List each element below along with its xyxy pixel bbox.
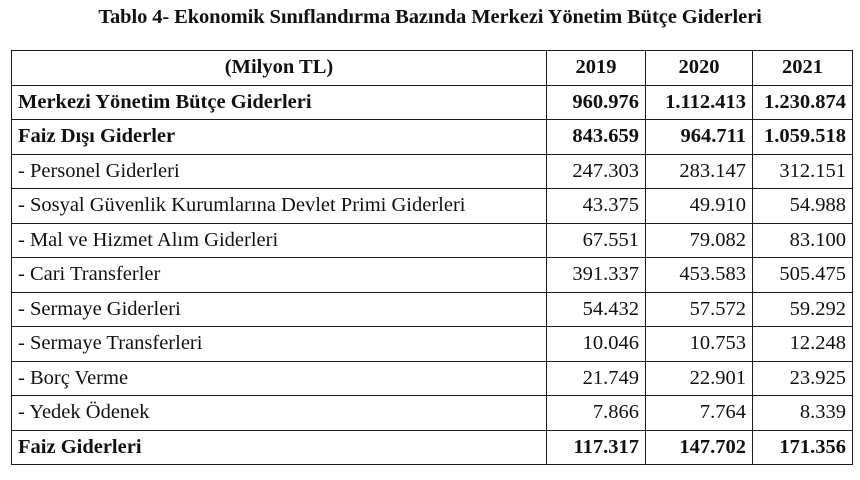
value-cell-2020: 22.901: [646, 361, 753, 396]
year-header-2021: 2021: [753, 51, 853, 86]
value-cell-2021: 1.059.518: [753, 120, 853, 155]
row-label: - Mal ve Hizmet Alım Giderleri: [12, 223, 547, 258]
value-cell-2019: 10.046: [547, 327, 646, 362]
value-cell-2020: 1.112.413: [646, 85, 753, 120]
year-header-2019: 2019: [547, 51, 646, 86]
table-row: [12, 430, 853, 465]
row-label: Merkezi Yönetim Bütçe Giderleri: [12, 85, 547, 120]
value-cell-2020: 453.583: [646, 258, 753, 293]
table-row: [12, 361, 853, 396]
value-cell-2019: 247.303: [547, 154, 646, 189]
value-cell-2019: 7.866: [547, 396, 646, 431]
value-cell-2021: 12.248: [753, 327, 853, 362]
value-cell-2020: 49.910: [646, 189, 753, 224]
value-cell-2021: 171.356: [753, 430, 853, 465]
value-cell-2020: 79.082: [646, 223, 753, 258]
table-caption: Tablo 4- Ekonomik Sınıflandırma Bazında Merkezi Yönetim Bütçe Giderleri: [98, 6, 762, 28]
value-cell-2019: 21.749: [547, 361, 646, 396]
row-label: - Yedek Ödenek: [12, 396, 547, 431]
row-label: Faiz Dışı Giderler: [12, 120, 547, 155]
row-label: - Sosyal Güvenlik Kurumlarına Devlet Primi Giderleri: [12, 189, 547, 224]
value-cell-2021: 54.988: [753, 189, 853, 224]
value-cell-2021: 505.475: [753, 258, 853, 293]
value-cell-2021: 23.925: [753, 361, 853, 396]
value-cell-2020: 147.702: [646, 430, 753, 465]
table-row: [12, 154, 853, 189]
table-row: [12, 120, 853, 155]
value-cell-2019: 54.432: [547, 292, 646, 327]
table-row: [12, 189, 853, 224]
value-cell-2021: 312.151: [753, 154, 853, 189]
table-row: [12, 223, 853, 258]
row-label: - Cari Transferler: [12, 258, 547, 293]
value-cell-2020: 283.147: [646, 154, 753, 189]
value-cell-2021: 1.230.874: [753, 85, 853, 120]
value-cell-2019: 391.337: [547, 258, 646, 293]
value-cell-2019: 960.976: [547, 85, 646, 120]
table-body: [12, 85, 853, 465]
row-label: - Borç Verme: [12, 361, 547, 396]
budget-expenditure-table: [11, 50, 853, 465]
row-label: - Sermaye Giderleri: [12, 292, 547, 327]
table-row: [12, 85, 853, 120]
table-row: [12, 327, 853, 362]
value-cell-2020: 57.572: [646, 292, 753, 327]
table-header-row: [12, 51, 853, 86]
table-row: [12, 396, 853, 431]
value-cell-2021: 8.339: [753, 396, 853, 431]
unit-header: (Milyon TL): [12, 51, 547, 86]
value-cell-2021: 59.292: [753, 292, 853, 327]
table-row: [12, 292, 853, 327]
row-label: Faiz Giderleri: [12, 430, 547, 465]
value-cell-2020: 10.753: [646, 327, 753, 362]
row-label: - Personel Giderleri: [12, 154, 547, 189]
table-row: [12, 258, 853, 293]
value-cell-2019: 67.551: [547, 223, 646, 258]
value-cell-2019: 843.659: [547, 120, 646, 155]
year-header-2020: 2020: [646, 51, 753, 86]
value-cell-2020: 7.764: [646, 396, 753, 431]
value-cell-2021: 83.100: [753, 223, 853, 258]
value-cell-2019: 117.317: [547, 430, 646, 465]
value-cell-2019: 43.375: [547, 189, 646, 224]
row-label: - Sermaye Transferleri: [12, 327, 547, 362]
value-cell-2020: 964.711: [646, 120, 753, 155]
